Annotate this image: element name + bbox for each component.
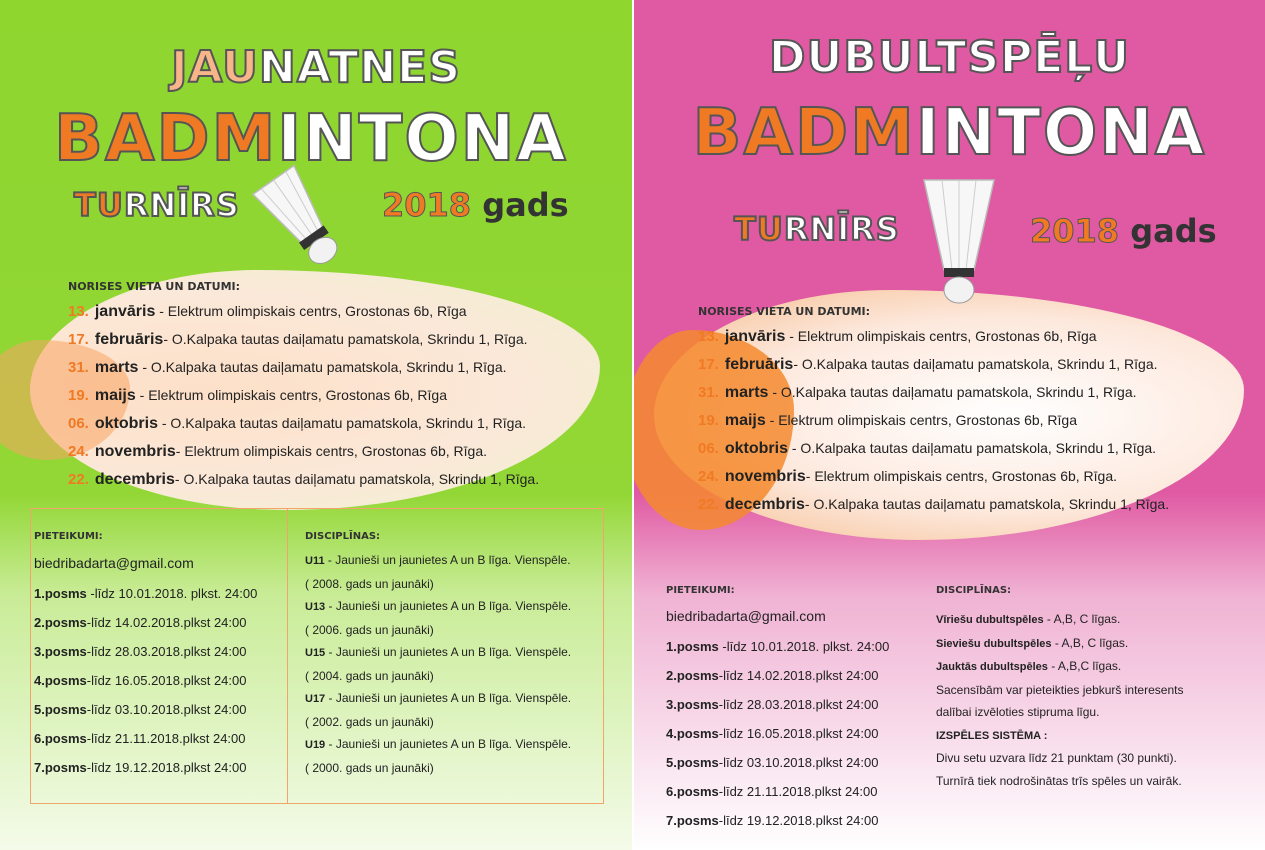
posms-deadline: -līdz 03.10.2018.plkst 24:00 — [86, 702, 247, 717]
date-month: novembris — [724, 468, 806, 485]
disciplina-item — [305, 733, 571, 757]
disciplinas-list — [305, 549, 571, 779]
disciplina-item — [305, 595, 571, 619]
disciplinas-list — [936, 608, 1183, 792]
posms-label: 6.posms — [34, 731, 87, 746]
posms-label: 2.posms — [34, 615, 87, 630]
posms-deadline: -līdz 14.02.2018.plkst 24:00 — [718, 668, 879, 683]
posms-item — [666, 806, 889, 835]
dates-list — [698, 322, 1169, 518]
posms-label: 7.posms — [666, 813, 719, 828]
date-day: 13. — [698, 328, 719, 345]
disciplina-text: Turnīrā tiek nodrošinātas trīs spēles un vairāk. — [936, 773, 1182, 788]
disciplina-text: - Jaunieši un jaunietes A un B līga. Vienspēle. — [325, 599, 572, 613]
disciplinas-heading: DISCIPLĪNAS: — [305, 531, 381, 542]
disciplina-name: U11 — [305, 555, 325, 567]
left-poster — [0, 0, 632, 850]
date-day: 19. — [68, 387, 89, 404]
date-day: 24. — [698, 468, 719, 485]
dates-heading: NORISES VIETA UN DATUMI: — [68, 280, 241, 293]
disciplina-text: - Jaunieši un jaunietes A un B līga. Vienspēle. — [325, 645, 572, 659]
posms-deadline: -līdz 21.11.2018.plkst 24:00 — [718, 784, 878, 799]
date-item — [698, 378, 1169, 406]
posms-item — [666, 690, 889, 719]
posms-deadline: -līdz 10.01.2018. plkst. 24:00 — [718, 639, 890, 654]
disciplina-name: U13 — [305, 601, 326, 613]
posms-label: 2.posms — [666, 668, 719, 683]
posms-deadline: -līdz 28.03.2018.plkst 24:00 — [86, 644, 247, 659]
date-item — [68, 409, 539, 437]
disciplina-item — [936, 632, 1183, 656]
posms-item — [666, 661, 889, 690]
date-item — [698, 406, 1169, 434]
disciplina-item — [936, 655, 1183, 679]
email-link[interactable]: biedribadarta@gmail.com — [666, 608, 826, 624]
title-line2: BADMINTONA — [692, 96, 1207, 170]
turnirs-label: TURNĪRS — [74, 186, 240, 224]
date-month: februāris — [94, 331, 164, 348]
posms-label: 1.posms — [34, 586, 87, 601]
posms-label: 5.posms — [34, 702, 87, 717]
date-place: - O.Kalpaka tautas daiļamatu pamatskola, Skrindu 1, Rīga. — [804, 496, 1170, 512]
posms-item — [34, 724, 257, 753]
date-item — [698, 434, 1169, 462]
email-link[interactable]: biedribadarta@gmail.com — [34, 555, 194, 571]
date-place: - Elektrum olimpiskais centrs, Grostonas 6b, Rīga — [155, 303, 467, 319]
date-item — [698, 350, 1169, 378]
disciplina-name: Sieviešu dubultspēles — [936, 637, 1052, 650]
posms-item — [34, 753, 257, 782]
disciplina-item — [936, 608, 1183, 632]
title-line1: JAUNATNES — [171, 42, 461, 93]
date-month: janvāris — [724, 328, 786, 345]
posms-deadline: -līdz 19.12.2018.plkst 24:00 — [718, 813, 879, 828]
posms-label: 3.posms — [666, 697, 719, 712]
date-place: - Elektrum olimpiskais centrs, Grostonas 6b, Rīga — [135, 387, 448, 403]
disciplina-name: Vīriešu dubultspēles — [936, 614, 1044, 626]
date-day: 17. — [68, 331, 89, 348]
posms-label: 4.posms — [666, 726, 719, 741]
date-place: - Elektrum olimpiskais centrs, Grostonas 6b, Rīga — [785, 328, 1097, 344]
dates-list — [68, 297, 539, 493]
disciplina-item — [936, 701, 1183, 724]
year-label: 2018 gads — [1030, 212, 1217, 250]
posms-item — [666, 719, 889, 748]
posms-item — [34, 666, 257, 695]
disciplina-item — [936, 770, 1183, 793]
disciplina-item — [936, 747, 1183, 770]
date-place: - Elektrum olimpiskais centrs, Grostonas 6b, Rīga. — [175, 443, 488, 459]
date-place: - Elektrum olimpiskais centrs, Grostonas 6b, Rīga — [765, 412, 1078, 428]
disciplina-text: - Jaunieši un jaunietes A un B līga. Vienspēle. — [325, 737, 572, 751]
disciplina-text: ( 2002. gads un jaunāki) — [305, 714, 434, 729]
disciplina-item — [305, 573, 571, 596]
disciplina-text: ( 2006. gads un jaunāki) — [305, 622, 434, 637]
disciplina-item — [305, 711, 571, 734]
disciplina-text: ( 2004. gads un jaunāki) — [305, 668, 434, 683]
date-item — [68, 353, 539, 381]
disciplina-item — [305, 687, 571, 711]
date-item — [68, 437, 539, 465]
posms-deadline: -līdz 03.10.2018.plkst 24:00 — [718, 755, 879, 770]
posms-deadline: -līdz 28.03.2018.plkst 24:00 — [718, 697, 879, 712]
date-month: decembris — [94, 471, 175, 488]
date-month: marts — [94, 359, 139, 376]
posms-deadline: -līdz 21.11.2018.plkst 24:00 — [86, 731, 246, 746]
disciplinas-heading: DISCIPLĪNAS: — [936, 585, 1012, 596]
disciplina-item — [305, 757, 571, 780]
date-month: novembris — [94, 443, 176, 460]
date-item — [698, 462, 1169, 490]
disciplina-text: ( 2008. gads un jaunāki) — [305, 576, 434, 591]
date-place: - O.Kalpaka tautas daiļamatu pamatskola, Skrindu 1, Rīga. — [138, 359, 507, 375]
title-line1: DUBULTSPĒĻU — [768, 32, 1131, 83]
posms-deadline: -līdz 14.02.2018.plkst 24:00 — [86, 615, 247, 630]
dates-heading: NORISES VIETA UN DATUMI: — [698, 305, 871, 318]
posms-deadline: -līdz 19.12.2018.plkst 24:00 — [86, 760, 247, 775]
pieteikumi-heading: PIETEIKUMI: — [34, 531, 103, 542]
date-place: - O.Kalpaka tautas daiļamatu pamatskola, Skrindu 1, Rīga. — [787, 440, 1157, 456]
date-month: marts — [724, 384, 769, 401]
disciplina-name: U17 — [305, 693, 326, 705]
posms-item — [666, 777, 889, 806]
info-box — [30, 508, 604, 804]
disciplina-name: IZSPĒLES SISTĒMA : — [936, 729, 1048, 742]
date-day: 24. — [68, 443, 89, 460]
right-poster — [634, 0, 1265, 850]
posms-label: 4.posms — [34, 673, 87, 688]
date-day: 31. — [698, 384, 719, 401]
date-place: - O.Kalpaka tautas daiļamatu pamatskola, Skrindu 1, Rīga. — [163, 331, 528, 347]
disciplina-text: - A,B,C līgas. — [1047, 659, 1122, 673]
posms-label: 1.posms — [666, 639, 719, 654]
disciplina-text: dalībai izvēloties stipruma līgu. — [936, 705, 1100, 719]
date-item — [698, 322, 1169, 350]
disciplina-name: Jauktās dubultspēles — [936, 661, 1048, 673]
disciplina-text: - A,B, C līgas. — [1051, 635, 1129, 650]
shuttlecock-icon — [240, 160, 370, 290]
disciplina-name: U19 — [305, 739, 326, 751]
posms-list — [666, 632, 889, 835]
posms-item — [34, 579, 257, 608]
posms-label: 3.posms — [34, 644, 87, 659]
posms-item — [34, 695, 257, 724]
posms-label: 7.posms — [34, 760, 87, 775]
posms-item — [666, 748, 889, 777]
disciplina-text: - Jaunieši un jaunietes A un B līga. Vienspēle. — [325, 691, 572, 705]
date-item — [68, 325, 539, 353]
date-item — [68, 297, 539, 325]
date-place: - O.Kalpaka tautas daiļamatu pamatskola, Skrindu 1, Rīga. — [174, 471, 540, 487]
shuttlecock-icon — [904, 170, 1014, 310]
date-day: 31. — [68, 359, 89, 376]
date-month: februāris — [724, 356, 794, 373]
title-line2: BADMINTONA — [54, 102, 568, 176]
posms-item — [34, 608, 257, 637]
date-place: - O.Kalpaka tautas daiļamatu pamatskola, Skrindu 1, Rīga. — [157, 415, 527, 431]
posms-deadline: -līdz 10.01.2018. plkst. 24:00 — [86, 586, 258, 601]
date-month: maijs — [94, 387, 136, 404]
date-place: - Elektrum olimpiskais centrs, Grostonas 6b, Rīga. — [805, 468, 1118, 484]
posms-label: 6.posms — [666, 784, 719, 799]
posms-item — [34, 637, 257, 666]
date-day: 19. — [698, 412, 719, 429]
date-day: 06. — [68, 415, 89, 432]
date-day: 13. — [68, 303, 89, 320]
disciplina-item — [936, 724, 1183, 748]
posms-label: 5.posms — [666, 755, 719, 770]
date-place: - O.Kalpaka tautas daiļamatu pamatskola, Skrindu 1, Rīga. — [768, 384, 1137, 400]
date-month: maijs — [724, 412, 766, 429]
date-month: decembris — [724, 496, 805, 513]
disciplina-item — [305, 549, 571, 573]
date-month: janvāris — [94, 303, 156, 320]
year-label: 2018 gads — [382, 186, 569, 224]
date-item — [68, 465, 539, 493]
date-day: 17. — [698, 356, 719, 373]
pieteikumi-heading: PIETEIKUMI: — [666, 585, 735, 596]
disciplina-item — [936, 679, 1183, 702]
disciplina-text: Sacensībām var pieteikties jebkurš interesents — [936, 682, 1184, 697]
date-day: 06. — [698, 440, 719, 457]
disciplina-text: - Jaunieši un jaunietes A un B līga. Vienspēle. — [324, 553, 571, 567]
date-place: - O.Kalpaka tautas daiļamatu pamatskola, Skrindu 1, Rīga. — [793, 356, 1158, 372]
disciplina-item — [305, 619, 571, 642]
date-item — [68, 381, 539, 409]
divider — [287, 509, 288, 803]
posms-deadline: -līdz 16.05.2018.plkst 24:00 — [718, 726, 879, 741]
date-item — [698, 490, 1169, 518]
disciplina-item — [305, 641, 571, 665]
posms-list — [34, 579, 257, 782]
date-month: oktobris — [94, 415, 158, 432]
posms-item — [666, 632, 889, 661]
date-day: 22. — [698, 496, 719, 513]
disciplina-name: U15 — [305, 647, 326, 659]
disciplina-text: ( 2000. gads un jaunāki) — [305, 760, 434, 775]
date-day: 22. — [68, 471, 89, 488]
disciplina-text: - A,B, C līgas. — [1043, 612, 1121, 626]
posms-deadline: -līdz 16.05.2018.plkst 24:00 — [86, 673, 247, 688]
turnirs-label: TURNĪRS — [734, 210, 900, 248]
disciplina-item — [305, 665, 571, 688]
disciplina-text: Divu setu uzvara līdz 21 punktam (30 punkti). — [936, 751, 1177, 765]
date-month: oktobris — [724, 440, 788, 457]
